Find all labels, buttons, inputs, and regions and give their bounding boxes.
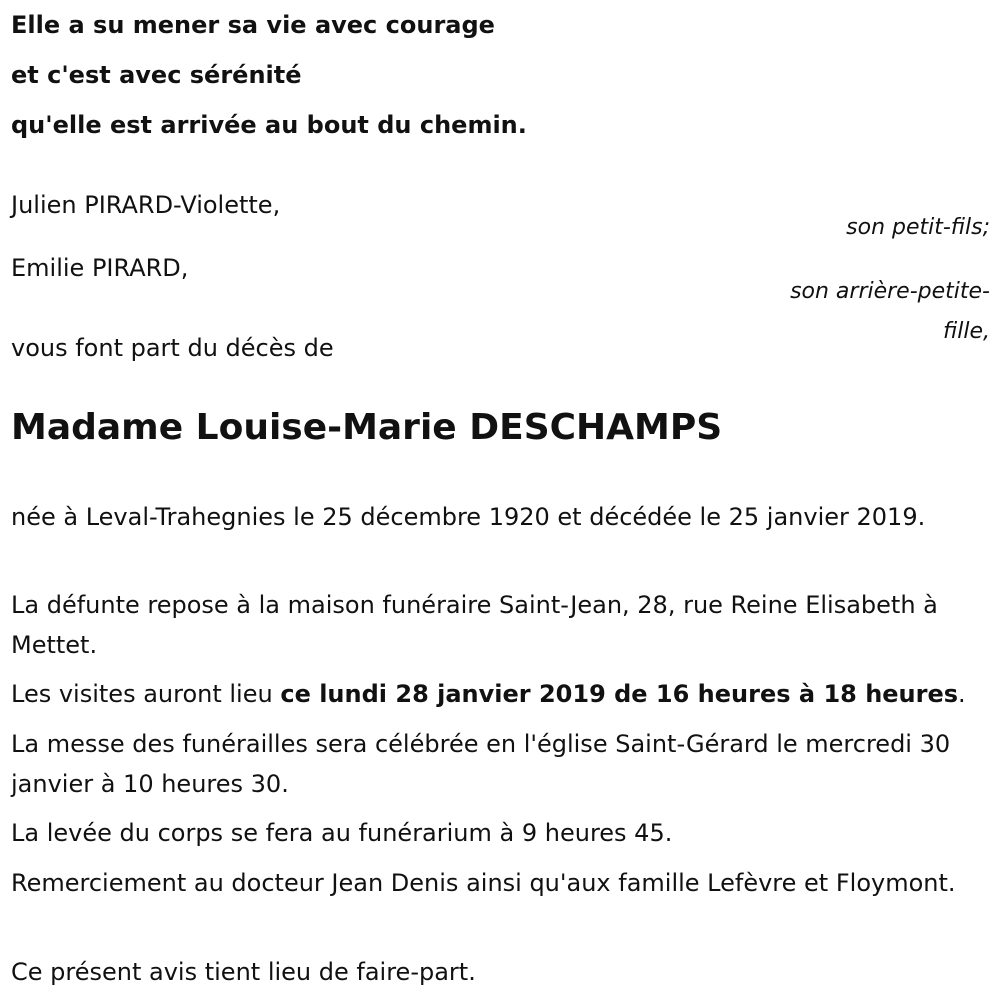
family-member-relation: son petit-fils;: [846, 215, 990, 240]
notice-paragraph: Ce présent avis tient lieu de faire-part.: [11, 958, 476, 986]
mass-paragraph: La messe des funérailles sera célébrée en l'église Saint-Gérard le mercredi 30 janvier à 10 heures 30.: [11, 730, 951, 798]
epitaph-line-2: et c'est avec sérénité: [11, 61, 302, 89]
rest-place-paragraph: La défunte repose à la maison funéraire Saint-Jean, 28, rue Reine Elisabeth à Mettet.: [11, 591, 938, 659]
body-lifting-paragraph: La levée du corps se fera au funérarium à 9 heures 45.: [11, 819, 673, 847]
visits-date: ce lundi 28 janvier 2019 de 16 heures à 18 heures: [280, 680, 959, 708]
family-member-name: Emilie PIRARD,: [11, 254, 189, 282]
family-member-name: Julien PIRARD-Violette,: [11, 191, 281, 219]
visits-suffix: .: [958, 680, 966, 708]
family-member-relation: fille,: [943, 319, 990, 344]
epitaph-line-1: Elle a su mener sa vie avec courage: [11, 11, 495, 39]
announcement-text: vous font part du décès de: [11, 334, 334, 362]
family-member-relation: son arrière-petite-: [790, 279, 990, 304]
birth-death-paragraph: née à Leval-Trahegnies le 25 décembre 1920 et décédée le 25 janvier 2019.: [11, 503, 926, 531]
visits-prefix: Les visites auront lieu: [11, 680, 281, 708]
epitaph-line-3: qu'elle est arrivée au bout du chemin.: [11, 111, 527, 139]
thanks-paragraph: Remerciement au docteur Jean Denis ainsi qu'aux famille Lefèvre et Floymont.: [11, 869, 956, 897]
visits-paragraph: [11, 674, 981, 714]
deceased-name: Madame Louise-Marie DESCHAMPS: [11, 407, 723, 448]
